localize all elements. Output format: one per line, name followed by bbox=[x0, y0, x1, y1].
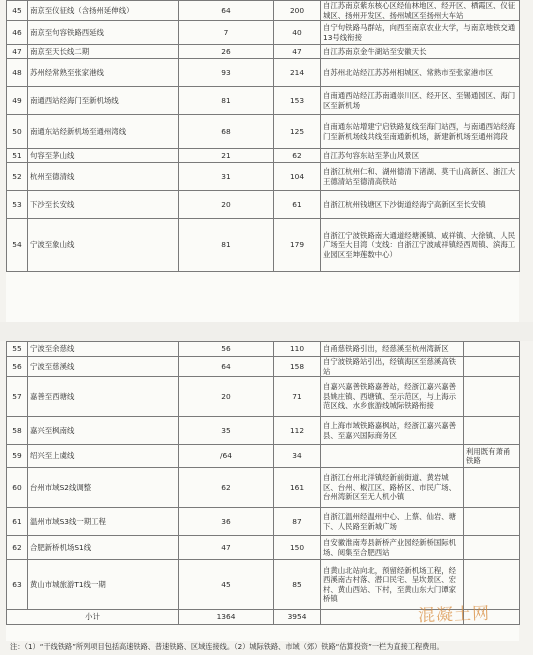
route-description: 自浙江宁波铁路南大通道经塘溪镇、咸祥镇、大徐镇、人民广场至大目湾（支线：自浙江宁波咸祥镇经西周镇、滨海工业园区至坤莲数中心） bbox=[321, 219, 520, 272]
route-description: 自南通东站增建宁启铁路复线至海门站西，与南通西站经海门至新机场线共线至南通新机场，新建新机场至通州湾段 bbox=[321, 115, 520, 149]
line-length: 31 bbox=[179, 163, 274, 191]
table-row bbox=[7, 377, 520, 417]
table-row bbox=[7, 163, 520, 191]
line-length: 62 bbox=[179, 468, 274, 508]
row-number: 56 bbox=[7, 357, 28, 377]
route-description: 自浙江温州经温州中心、上蔡、仙岩、塘下、人民路至新城广场 bbox=[321, 508, 464, 536]
table-row bbox=[7, 357, 520, 377]
line-length: 64 bbox=[179, 1, 274, 21]
table-row bbox=[7, 417, 520, 445]
row-number: 55 bbox=[7, 342, 28, 357]
investment: 47 bbox=[274, 45, 321, 59]
line-length: 68 bbox=[179, 115, 274, 149]
footnote: 注：（1）“干线铁路”所列项目包括高速铁路、普速铁路、区域连接线。（2）城际铁路、市域（郊）铁路“估算投资”一栏为直接工程费用。 bbox=[10, 642, 444, 651]
line-name: 苏州经常熟至张家港线 bbox=[28, 59, 179, 87]
route-description: 自上海市域铁路嘉枫站，经浙江嘉兴嘉善县、至嘉兴国际商务区 bbox=[321, 417, 464, 445]
line-name: 宁波至余慈线 bbox=[28, 342, 179, 357]
remark bbox=[464, 508, 520, 536]
row-number: 46 bbox=[7, 21, 28, 45]
investment: 161 bbox=[274, 468, 321, 508]
line-name: 嘉善至西塘线 bbox=[28, 377, 179, 417]
table-row bbox=[7, 342, 520, 357]
line-name: 南通西站经海门至新机场线 bbox=[28, 87, 179, 115]
remark bbox=[464, 417, 520, 445]
investment: 125 bbox=[274, 115, 321, 149]
investment: 87 bbox=[274, 508, 321, 536]
page-gap bbox=[0, 322, 533, 341]
row-number: 57 bbox=[7, 377, 28, 417]
row-number: 52 bbox=[7, 163, 28, 191]
row-number: 50 bbox=[7, 115, 28, 149]
route-description bbox=[321, 445, 464, 468]
table-row bbox=[7, 219, 520, 272]
investment: 200 bbox=[274, 1, 321, 21]
line-name: 南京至仪征线（含扬州延伸线） bbox=[28, 1, 179, 21]
investment: 85 bbox=[274, 560, 321, 610]
investment: 150 bbox=[274, 536, 321, 560]
table-row bbox=[7, 149, 520, 163]
line-name: 南京至天长线二期 bbox=[28, 45, 179, 59]
row-number: 49 bbox=[7, 87, 28, 115]
route-description: 自安徽淮南寿县新桥产业园经新桥国际机场、阅集至合肥西站 bbox=[321, 536, 464, 560]
investment: 179 bbox=[274, 219, 321, 272]
investment: 158 bbox=[274, 357, 321, 377]
route-description: 自南通西站经江苏南通崇川区、经开区、至锡通园区、海门区至新机场 bbox=[321, 87, 520, 115]
remark: 利用既有萧甬铁路 bbox=[464, 445, 520, 468]
route-description: 自浙江杭州钱塘区下沙街道经海宁高新区至长安镇 bbox=[321, 191, 520, 219]
line-length: 20 bbox=[179, 191, 274, 219]
line-length: 7 bbox=[179, 21, 274, 45]
remark bbox=[464, 342, 520, 357]
line-name: 宁波至象山线 bbox=[28, 219, 179, 272]
investment: 104 bbox=[274, 163, 321, 191]
table-part-2 bbox=[6, 341, 519, 641]
row-number: 58 bbox=[7, 417, 28, 445]
route-description: 自江苏南京金牛湖站至安徽天长 bbox=[321, 45, 520, 59]
line-name: 杭州至德清线 bbox=[28, 163, 179, 191]
route-description: 自浙江台州北洋镇经新前街道、黄岩城区、台州、椒江区、路桥区、市民广场、台州湾新区至无人机小镇 bbox=[321, 468, 464, 508]
investment: 110 bbox=[274, 342, 321, 357]
row-number: 62 bbox=[7, 536, 28, 560]
table-row bbox=[7, 191, 520, 219]
table-row bbox=[7, 468, 520, 508]
investment: 71 bbox=[274, 377, 321, 417]
table-row bbox=[7, 1, 520, 21]
line-length: 64 bbox=[179, 357, 274, 377]
table-row bbox=[7, 45, 520, 59]
row-number: 61 bbox=[7, 508, 28, 536]
line-name: 嘉兴至枫南线 bbox=[28, 417, 179, 445]
route-description: 自苏州北站经江苏苏州相城区、常熟市至张家港市区 bbox=[321, 59, 520, 87]
subtotal-investment: 3954 bbox=[274, 610, 321, 625]
route-description: 自嘉兴嘉善铁路嘉善站，经浙江嘉兴嘉善县姚庄镇、西塘镇、至示范区，与上海示范区线、水乡旅游线城际铁路衔接 bbox=[321, 377, 464, 417]
line-length: 35 bbox=[179, 417, 274, 445]
line-length: 47 bbox=[179, 536, 274, 560]
row-number: 63 bbox=[7, 560, 28, 610]
remark bbox=[464, 468, 520, 508]
investment: 112 bbox=[274, 417, 321, 445]
route-description: 自宁波铁路站引出，经镇海区至慈溪高铁站 bbox=[321, 357, 464, 377]
route-description: 自浙江杭州仁和、湖州德清下渚湖、莫干山高新区、浙江大王德清站至德清高铁站 bbox=[321, 163, 520, 191]
subtotal-length: 1364 bbox=[179, 610, 274, 625]
line-name: 南通东站经新机场至通州湾线 bbox=[28, 115, 179, 149]
remark bbox=[464, 536, 520, 560]
watermark: 混凝土网 bbox=[417, 603, 491, 627]
line-length: 26 bbox=[179, 45, 274, 59]
line-name: 黄山市城旅游T1线一期 bbox=[28, 560, 179, 610]
line-name: 句容至茅山线 bbox=[28, 149, 179, 163]
subtotal-label: 小计 bbox=[7, 610, 179, 625]
route-description: 自黄山北站向北，预留经新机场工程，经西溪南古村落、潜口民宅、呈坎景区、宏村、黄山西站、下村，至黄山东大门谭家桥镇 bbox=[321, 560, 464, 610]
line-length: /64 bbox=[179, 445, 274, 468]
line-length: 36 bbox=[179, 508, 274, 536]
row-number: 60 bbox=[7, 468, 28, 508]
investment: 153 bbox=[274, 87, 321, 115]
project-table-bottom bbox=[6, 341, 520, 625]
line-length: 20 bbox=[179, 377, 274, 417]
route-description: 自宁句铁路马群站，向西至南京农业大学，与南京地铁交通13号线衔接 bbox=[321, 21, 520, 45]
line-name: 台州市域S2线调整 bbox=[28, 468, 179, 508]
table-row bbox=[7, 445, 520, 468]
table-row bbox=[7, 21, 520, 45]
line-length: 93 bbox=[179, 59, 274, 87]
table-row bbox=[7, 508, 520, 536]
row-number: 48 bbox=[7, 59, 28, 87]
line-name: 宁波至慈溪线 bbox=[28, 357, 179, 377]
line-length: 45 bbox=[179, 560, 274, 610]
investment: 40 bbox=[274, 21, 321, 45]
table-row bbox=[7, 59, 520, 87]
remark bbox=[464, 377, 520, 417]
row-number: 45 bbox=[7, 1, 28, 21]
line-name: 合肥新桥机场S1线 bbox=[28, 536, 179, 560]
table-row bbox=[7, 115, 520, 149]
row-number: 51 bbox=[7, 149, 28, 163]
line-length: 81 bbox=[179, 87, 274, 115]
remark bbox=[464, 357, 520, 377]
line-name: 绍兴至上虞线 bbox=[28, 445, 179, 468]
project-table-top bbox=[6, 0, 520, 272]
row-number: 54 bbox=[7, 219, 28, 272]
row-number: 53 bbox=[7, 191, 28, 219]
table-part-1 bbox=[6, 0, 519, 322]
line-length: 56 bbox=[179, 342, 274, 357]
line-length: 81 bbox=[179, 219, 274, 272]
line-length: 21 bbox=[179, 149, 274, 163]
row-number: 59 bbox=[7, 445, 28, 468]
line-name: 南京至句容铁路西延线 bbox=[28, 21, 179, 45]
row-number: 47 bbox=[7, 45, 28, 59]
route-description: 自江苏句容东站至茅山风景区 bbox=[321, 149, 520, 163]
table-row bbox=[7, 536, 520, 560]
table-row bbox=[7, 87, 520, 115]
route-description: 自江苏南京紫东核心区经仙林地区、经开区、栖霞区、仪征城区、扬州开发区、扬州城区至扬州大车站 bbox=[321, 1, 520, 21]
investment: 61 bbox=[274, 191, 321, 219]
line-name: 温州市域S3线一期工程 bbox=[28, 508, 179, 536]
investment: 214 bbox=[274, 59, 321, 87]
investment: 62 bbox=[274, 149, 321, 163]
line-name: 下沙至长安线 bbox=[28, 191, 179, 219]
investment: 34 bbox=[274, 445, 321, 468]
route-description: 自甬慈铁路引出，经慈溪至杭州湾新区 bbox=[321, 342, 464, 357]
